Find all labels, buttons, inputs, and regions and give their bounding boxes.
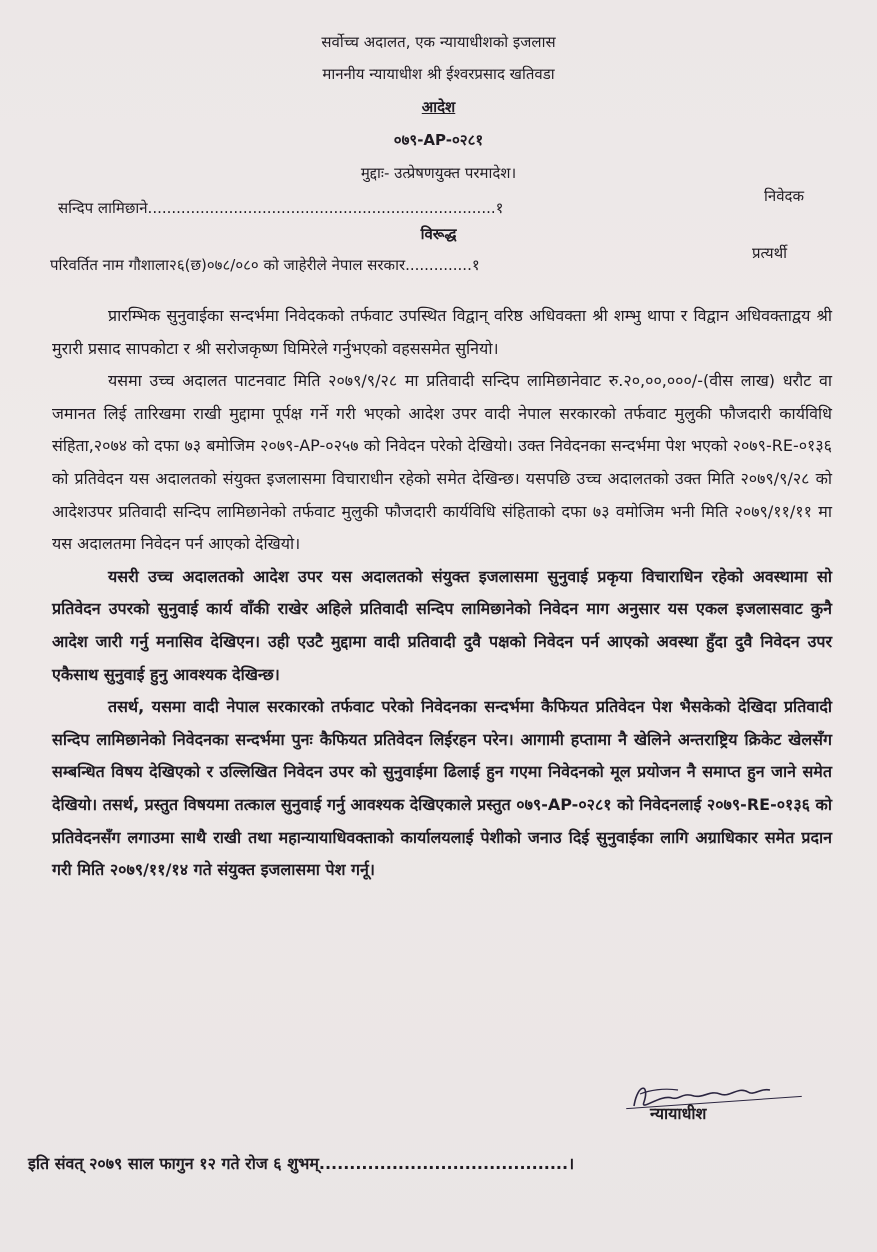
respondent-role: प्रत्यर्थी xyxy=(752,244,788,262)
closing-line: इति संवत् २०७९ साल फागुन १२ गते रोज ६ शुभम्.........................................। xyxy=(28,1154,575,1173)
paragraph-order: तसर्थ, यसमा वादी नेपाल सरकारको तर्फवाट परेको निवेदनका सन्दर्भमा कैफियत प्रतिवेदन पेश भैसकेको देखिदा प्रतिवादी सन्दिप लामिछानेको निवेदनका सन्दर्भमा पुनः कैफियत प्रतिवेदन लिईरहन परेन। आगामी हप्तामा नै खेलिने अन्तराष्ट्रिय क्रिकेट खेलसँग सम्बन्धित विषय देखिएको र उल्लिखित निवेदन उपर को सुनुवाईमा ढिलाई हुन गएमा निवेदनको मूल प्रयोजन नै समाप्त हुन जाने समेत देखियो। तसर्थ, प्रस्तुत विषयमा तत्काल सुनुवाई गर्नु आवश्यक देखिएकाले प्रस्तुत ०७९-AP-०२८१ को निवेदनलाई २०७९-RE-०१३६ को प्रतिवेदनसँग लगाउमा साथै राखी तथा महान्यायाधिवक्ताको कार्यालयलाई पेशीको जनाउ दिई सुनुवाईका लागि अग्राधिकार समेत प्रदान गरी मिति २०७९/११/१४ गते संयुक्त इजलासमा पेश गर्नू। xyxy=(52,697,832,880)
petitioner-line: सन्दिप लामिछाने.........................................................................१ xyxy=(58,199,504,217)
judge-title: न्यायाधीश xyxy=(650,1104,707,1123)
order-title: आदेश xyxy=(421,98,456,116)
case-number: ०७९-AP-०२८१ xyxy=(393,131,484,149)
paragraph-reasoning: यसरी उच्च अदालतको आदेश उपर यस अदालतको संयुक्त इजलासमा सुनुवाई प्रकृया विचाराधिन रहेको अवस्थामा सो प्रतिवेदन उपरको सुनुवाई कार्य वाँकी राखेर अहिले प्रतिवादी सन्दिप लामिछानेको निवेदन माग अनुसार यस एकल इजलासवाट कुनै आदेश जारी गर्नु मनासिव देखिएन। उही एउटै मुद्दामा वादी प्रतिवादी दुवै पक्षको निवेदन पर्न आएको अवस्था हुँदा दुवै निवेदन उपर एकैसाथ सुनुवाई हुनु आवश्यक देखिन्छ। xyxy=(52,566,832,684)
respondent-line: परिवर्तित नाम गौशाला२६(छ)०७८/०८० को जाहेरीले नेपाल सरकार..............१ xyxy=(50,256,480,274)
judge-heading: माननीय न्यायाधीश श्री ईश्वरप्रसाद खतिवडा xyxy=(322,65,555,83)
versus-label: विरूद्ध xyxy=(420,225,457,243)
petitioner-role: निवेदक xyxy=(764,187,805,205)
court-heading: सर्वोच्च अदालत, एक न्यायाधीशको इजलास xyxy=(321,33,556,51)
case-subject: मुद्दाः- उत्प्रेषणयुक्त परमादेश। xyxy=(360,164,517,182)
paragraph-background: यसमा उच्च अदालत पाटनवाट मिति २०७९/९/२८ मा प्रतिवादी सन्दिप लामिछानेवाट रु.२०,००,०००/-(वीस लाख) धरौट वा जमानत लिई तारिखमा राखी मुद्दामा पूर्पक्ष गर्ने गरी भएको आदेश उपर वादी नेपाल सरकारको तर्फवाट मुलुकी फौजदारी कार्यविधि संहिता,२०७४ को दफा ७३ बमोजिम २०७९-AP-०२५७ को निवेदन परेको देखियो। उक्त निवेदनका सन्दर्भमा पेश भएको २०७९-RE-०१३६ को प्रतिवेदन यस अदालतको संयुक्त इजलासमा विचाराधीन रहेको समेत देखिन्छ। यसपछि उच्च अदालतको उक्त मिति २०७९/९/२८ को आदेशउपर प्रतिवादी सन्दिप लामिछानेको तर्फवाट मुलुकी फौजदारी कार्यविधि संहिताको दफा ७३ वमोजिम भनी मिति २०७९/११/११ मा यस अदालतमा निवेदन पर्न आएको देखियो। xyxy=(52,371,832,554)
order-body xyxy=(52,300,832,887)
paragraph-hearing: प्रारम्भिक सुनुवाईका सन्दर्भमा निवेदकको तर्फवाट उपस्थित विद्वान् वरिष्ठ अधिवक्ता श्री शम्भु थापा र विद्वान अधिवक्ताद्वय श्री मुरारी प्रसाद सापकोटा र श्री सरोजकृष्ण घिमिरेले गर्नुभएको वहससमेत सुनियो। xyxy=(52,306,832,358)
